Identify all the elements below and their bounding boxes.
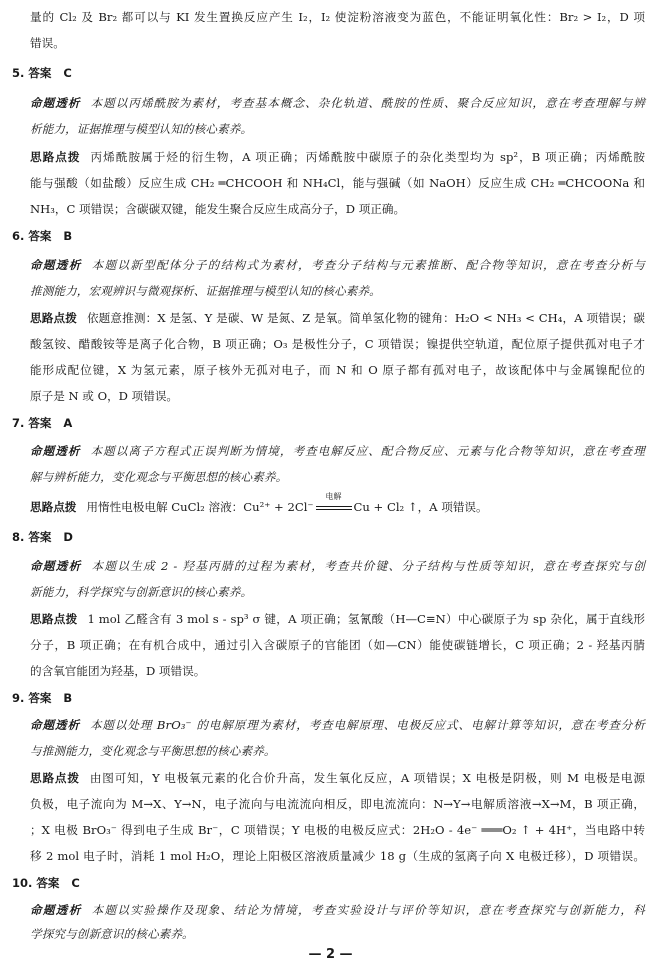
text-line xyxy=(30,720,645,732)
q9-number: 9. xyxy=(12,691,25,705)
q9-silu-3: ；X 电极 BrO₃⁻ 得到电子生成 Br⁻，C 项错误；Y 电极的电极反应式：2H₂O - 4e⁻ ═══O₂ ↑ + 4H⁺，当电路中转 xyxy=(30,823,645,837)
q10-mingti-2: 学探究与创新意识的核心素养。 xyxy=(30,927,194,941)
mingti-label: 命题透析 xyxy=(30,96,81,110)
silu-label: 思路点拨 xyxy=(30,311,77,325)
q5-heading xyxy=(12,68,645,80)
text-line xyxy=(30,98,645,110)
q5-mingti-2: 析能力，证据推理与模型认知的核心素养。 xyxy=(30,122,253,136)
q7-answer: A xyxy=(63,416,73,430)
q10-answer: C xyxy=(71,876,80,890)
q6-mingti-1: 本题以新型配体分子的结构式为素材，考查分子结构与元素推断、配合物等知识，意在考查分析与 xyxy=(91,258,645,272)
q10-mingti-1: 本题以实验操作及现象、结论为情境，考查实验设计与评价等知识，意在考查探究与创新能力，科 xyxy=(91,903,645,917)
answer-label: 答案 xyxy=(28,229,52,243)
text-line xyxy=(30,561,645,573)
q8-number: 8. xyxy=(12,530,25,544)
q10-number: 10. xyxy=(12,876,33,890)
q8-silu-3: 的含氧官能团为羟基，D 项错误。 xyxy=(30,664,206,678)
q5-silu-3: NH₃，C 项错误；含碳碳双键，能发生聚合反应生成高分子，D 项正确。 xyxy=(30,202,406,216)
q6-mingti-2: 推测能力，宏观辨识与微观探析、证据推理与模型认知的核心素养。 xyxy=(30,284,381,298)
q8-mingti-2: 新能力，科学探究与创新意识的核心素养。 xyxy=(30,585,253,599)
q6-number: 6. xyxy=(12,229,25,243)
answer-label: 答案 xyxy=(36,876,60,890)
q7-silu-1a: 用惰性电极电解 CuCl₂ 溶液：Cu²⁺ + 2Cl⁻ xyxy=(86,500,314,514)
text-line xyxy=(30,313,645,325)
q6-silu-1: 依题意推测：X 是氢、Y 是碳、W 是氮、Z 是氧。简单氢化物的键角：H₂O < NH₃ < CH₄，A 项错误；碳 xyxy=(86,311,645,325)
electrolysis-condition: 电解 xyxy=(325,492,342,501)
answer-label: 答案 xyxy=(28,416,52,430)
text-line xyxy=(30,614,645,626)
text-line: 错误。 xyxy=(30,36,65,50)
q5-mingti-1: 本题以丙烯酰胺为素材，考查基本概念、杂化轨道、酰胺的性质、聚合反应知识，意在考查理解与辨 xyxy=(90,96,645,110)
q5-answer: C xyxy=(63,66,72,80)
silu-label: 思路点拨 xyxy=(30,771,80,785)
q8-answer: D xyxy=(63,530,73,544)
text-line xyxy=(30,492,645,514)
q9-mingti-1: 本题以处理 BrO₃⁻ 的电解原理为素材，考查电解原理、电极反应式、电解计算等知识，意在考查分析 xyxy=(89,718,645,732)
q6-silu-3: 能形成配位键，X 为氢元素，原子核外无孤对电子，而 N 和 O 原子都有孤对电子，故该配体中与金属镍配位的 xyxy=(30,363,645,377)
q5-silu-2: 能与强酸（如盐酸）反应生成 CH₂ ═CHCOOH 和 NH₄Cl，能与强碱（如 NaOH）反应生成 CH₂ ═CHCOONa 和 xyxy=(30,176,645,190)
q7-silu-1b: Cu + Cl₂ ↑，A 项错误。 xyxy=(353,500,488,514)
text-line xyxy=(30,446,645,458)
q9-answer: B xyxy=(63,691,73,705)
answer-label: 答案 xyxy=(28,66,52,80)
q6-heading xyxy=(12,231,645,243)
mingti-label: 命题透析 xyxy=(30,903,82,917)
text-line: 量的 Cl₂ 及 Br₂ 都可以与 KI 发生置换反应产生 I₂，I₂ 使淀粉溶液变为蓝色，不能证明氧化性：Br₂ > I₂，D 项 xyxy=(30,10,645,24)
silu-label: 思路点拨 xyxy=(30,500,77,514)
answer-label: 答案 xyxy=(28,691,52,705)
silu-label: 思路点拨 xyxy=(30,150,81,164)
q8-silu-1: 1 mol 乙醛含有 3 mol s - sp³ σ 键，A 项正确；氢氰酸（H—C≡N）中心碳原子为 sp 杂化，属于直线形 xyxy=(87,612,645,626)
q9-silu-2: 负极，电子流向为 M→X、Y→N，电子流向与电流流向相反，即电流流向：N→Y→电解质溶液→X→M，B 项正确， xyxy=(30,797,645,811)
text-line xyxy=(30,905,645,917)
silu-label: 思路点拨 xyxy=(30,612,78,626)
q10-heading xyxy=(12,878,645,890)
answer-label: 答案 xyxy=(28,530,52,544)
electrolysis-arrow xyxy=(316,492,352,514)
q5-number: 5. xyxy=(12,66,25,80)
q7-mingti-2: 解与辨析能力，变化观念与平衡思想的核心素养。 xyxy=(30,470,288,484)
mingti-label: 命题透析 xyxy=(30,559,82,573)
mingti-label: 命题透析 xyxy=(30,718,80,732)
page-number: — 2 — xyxy=(308,947,353,962)
q8-heading xyxy=(12,532,645,544)
q7-mingti-1: 本题以离子方程式正误判断为情境，考查电解反应、配合物反应、元素与化合物等知识，意在考查理 xyxy=(90,444,645,458)
mingti-label: 命题透析 xyxy=(30,258,82,272)
q6-answer: B xyxy=(63,229,73,243)
text-line xyxy=(30,260,645,272)
q8-silu-2: 分子，B 项正确；在有机合成中，通过引入含碳原子的官能团（如—CN）能使碳链增长，C 项正确；2 - 羟基丙腈 xyxy=(30,638,645,652)
q7-heading xyxy=(12,418,645,430)
q9-heading xyxy=(12,693,645,705)
q6-silu-4: 原子是 N 或 O，D 项错误。 xyxy=(30,389,179,403)
q9-silu-4: 移 2 mol 电子时，消耗 1 mol H₂O，理论上阳极区溶液质量减少 18 g（生成的氢离子向 X 电极迁移），D 项错误。 xyxy=(30,849,645,863)
q9-mingti-2: 与推测能力，变化观念与平衡思想的核心素养。 xyxy=(30,744,276,758)
q6-silu-2: 酸氢铵、醋酸铵等是离子化合物，B 项正确；O₃ 是极性分子，C 项错误；镍提供空轨道，配位原子提供孤对电子才 xyxy=(30,337,645,351)
text-line xyxy=(30,773,645,785)
q5-silu-1: 丙烯酰胺属于烃的衍生物，A 项正确；丙烯酰胺中碳原子的杂化类型均为 sp²，B 项正确；丙烯酰胺 xyxy=(90,150,645,164)
q8-mingti-1: 本题以生成 2 - 羟基丙腈的过程为素材，考查共价键、分子结构与性质等知识，意在考查探究与创 xyxy=(91,559,646,573)
text-line xyxy=(30,152,645,164)
q9-silu-1: 由图可知，Y 电极氧元素的化合价升高，发生氧化反应，A 项错误；X 电极是阴极，则 M 电极是电源 xyxy=(89,771,645,785)
mingti-label: 命题透析 xyxy=(30,444,81,458)
q7-number: 7. xyxy=(12,416,25,430)
